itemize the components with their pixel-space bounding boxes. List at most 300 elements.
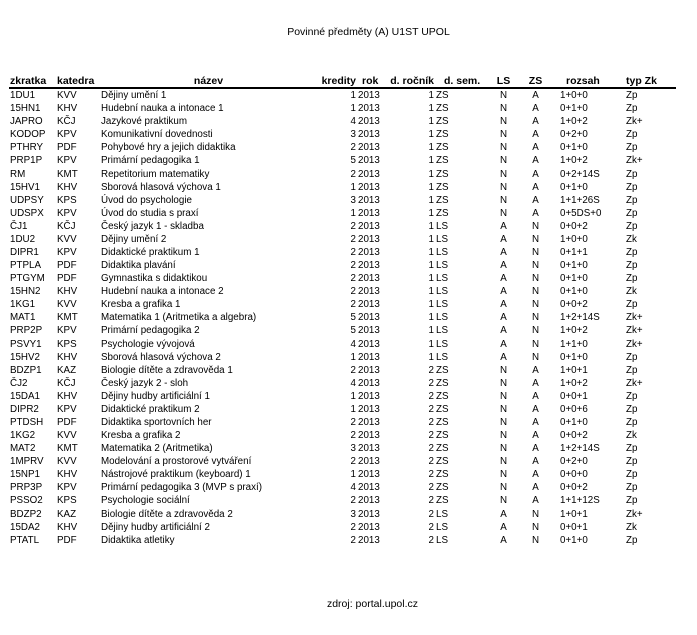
- cell-rok: 2013: [358, 142, 380, 154]
- source-note: zdroj: portal.upol.cz: [326, 598, 419, 610]
- cell-nazev: Komunikativní dovednosti: [101, 129, 213, 141]
- cell-rozsah: 1+0+1: [560, 364, 588, 376]
- table-row: [9, 115, 676, 128]
- cell-rok: 2013: [358, 521, 380, 533]
- cell-kredity: 2: [350, 286, 356, 298]
- cell-rozsah: 0+1+0: [560, 181, 588, 193]
- cell-rok: 2013: [358, 299, 380, 311]
- cell-rok: 2013: [358, 443, 380, 455]
- cell-d-rocnik: 1: [428, 168, 434, 180]
- cell-typ-zk: Zp: [626, 456, 638, 468]
- cell-zs: A: [532, 482, 539, 494]
- cell-d-rocnik: 2: [428, 377, 434, 389]
- cell-ls: N: [499, 116, 508, 128]
- cell-ls: N: [499, 482, 508, 494]
- cell-rok: 2013: [358, 103, 380, 115]
- cell-ls: A: [500, 508, 507, 520]
- cell-zs: A: [532, 377, 539, 389]
- cell-rozsah: 0+1+1: [560, 246, 588, 258]
- cell-d-rocnik: 1: [428, 286, 434, 298]
- cell-zs: N: [531, 273, 540, 285]
- cell-kredity: 2: [350, 246, 356, 258]
- cell-zs: A: [532, 456, 539, 468]
- cell-zs: N: [531, 246, 540, 258]
- cell-d-sem: LS: [436, 260, 448, 272]
- cell-zkratka: 15HN1: [10, 103, 41, 115]
- cell-typ-zk: Zk+: [626, 312, 643, 324]
- table-header-row: [9, 69, 676, 88]
- table-row: [9, 351, 676, 364]
- cell-zs: N: [531, 534, 540, 546]
- cell-d-sem: LS: [436, 521, 448, 533]
- cell-rozsah: 1+0+0: [560, 90, 588, 102]
- cell-rozsah: 0+1+0: [560, 286, 588, 298]
- cell-rok: 2013: [358, 90, 380, 102]
- header-rok: rok: [356, 69, 386, 88]
- cell-katedra: KPV: [57, 482, 77, 494]
- cell-rozsah: 0+0+6: [560, 403, 588, 415]
- cell-katedra: KČJ: [57, 220, 76, 232]
- cell-d-rocnik: 1: [428, 103, 434, 115]
- cell-kredity: 5: [350, 155, 356, 167]
- cell-nazev: Primární pedagogika 1: [101, 155, 200, 167]
- cell-zs: N: [531, 351, 540, 363]
- cell-zkratka: PRP3P: [10, 482, 43, 494]
- cell-rok: 2013: [358, 534, 380, 546]
- cell-zkratka: MAT2: [10, 443, 36, 455]
- cell-d-rocnik: 1: [428, 90, 434, 102]
- header-zs: ZS: [519, 69, 552, 88]
- cell-nazev: Gymnastika s didaktikou: [101, 273, 208, 285]
- cell-zkratka: UDSPX: [10, 207, 44, 219]
- cell-d-rocnik: 1: [428, 273, 434, 285]
- cell-kredity: 2: [350, 495, 356, 507]
- cell-ls: N: [499, 90, 508, 102]
- cell-ls: N: [499, 469, 508, 481]
- table-row: [9, 416, 676, 429]
- cell-d-sem: ZS: [436, 364, 449, 376]
- cell-zs: A: [532, 155, 539, 167]
- header-nazev: název: [101, 69, 316, 88]
- cell-ls: A: [500, 534, 507, 546]
- cell-zkratka: 1DU1: [10, 90, 36, 102]
- cell-zs: N: [531, 508, 540, 520]
- cell-nazev: Repetitorium matematiky: [101, 168, 210, 180]
- cell-rok: 2013: [358, 325, 380, 337]
- cell-d-sem: LS: [436, 338, 448, 350]
- table-row: [9, 141, 676, 154]
- cell-zkratka: 1KG2: [10, 430, 36, 442]
- cell-d-rocnik: 1: [428, 246, 434, 258]
- cell-d-rocnik: 1: [428, 351, 434, 363]
- cell-ls: N: [499, 403, 508, 415]
- cell-rozsah: 0+1+0: [560, 260, 588, 272]
- cell-rozsah: 1+2+14S: [560, 312, 600, 324]
- cell-zkratka: JAPRO: [10, 116, 43, 128]
- cell-rok: 2013: [358, 430, 380, 442]
- table-row: [9, 494, 676, 507]
- cell-rok: 2013: [358, 246, 380, 258]
- cell-typ-zk: Zp: [626, 260, 638, 272]
- cell-d-sem: ZS: [436, 416, 449, 428]
- cell-kredity: 2: [350, 299, 356, 311]
- cell-nazev: Jazykové praktikum: [101, 116, 188, 128]
- cell-zs: A: [532, 416, 539, 428]
- cell-zkratka: DIPR1: [10, 246, 39, 258]
- cell-d-rocnik: 2: [428, 456, 434, 468]
- cell-d-sem: ZS: [436, 377, 449, 389]
- cell-rok: 2013: [358, 482, 380, 494]
- cell-d-sem: LS: [436, 220, 448, 232]
- cell-ls: A: [500, 312, 507, 324]
- cell-zkratka: 15NP1: [10, 469, 40, 481]
- cell-kredity: 5: [350, 312, 356, 324]
- table-row: [9, 181, 676, 194]
- cell-rok: 2013: [358, 469, 380, 481]
- cell-katedra: KVV: [57, 90, 77, 102]
- cell-typ-zk: Zk: [626, 286, 637, 298]
- cell-nazev: Český jazyk 1 - skladba: [101, 220, 204, 232]
- cell-typ-zk: Zp: [626, 403, 638, 415]
- cell-katedra: KVV: [57, 430, 77, 442]
- cell-nazev: Sborová hlasová výchova 1: [101, 181, 221, 193]
- cell-kredity: 3: [350, 129, 356, 141]
- cell-zkratka: ČJ2: [10, 377, 28, 389]
- cell-d-sem: ZS: [436, 90, 449, 102]
- cell-rozsah: 0+0+0: [560, 469, 588, 481]
- cell-d-rocnik: 2: [428, 469, 434, 481]
- cell-d-rocnik: 1: [428, 181, 434, 193]
- table-row: [9, 324, 676, 337]
- cell-kredity: 2: [350, 168, 356, 180]
- cell-zs: A: [532, 364, 539, 376]
- cell-d-sem: LS: [436, 246, 448, 258]
- cell-kredity: 5: [350, 325, 356, 337]
- cell-rozsah: 1+0+2: [560, 155, 588, 167]
- cell-katedra: KPV: [57, 403, 77, 415]
- cell-d-rocnik: 2: [428, 403, 434, 415]
- cell-kredity: 1: [350, 103, 356, 115]
- cell-zs: A: [532, 207, 539, 219]
- cell-d-sem: ZS: [436, 103, 449, 115]
- cell-zs: A: [532, 168, 539, 180]
- cell-nazev: Primární pedagogika 2: [101, 325, 200, 337]
- cell-d-rocnik: 2: [428, 430, 434, 442]
- cell-d-rocnik: 1: [428, 338, 434, 350]
- cell-nazev: Didaktika atletiky: [101, 534, 175, 546]
- cell-katedra: KMT: [57, 168, 78, 180]
- cell-d-sem: ZS: [436, 116, 449, 128]
- cell-zkratka: PRP2P: [10, 325, 43, 337]
- cell-katedra: PDF: [57, 142, 77, 154]
- cell-zs: N: [531, 312, 540, 324]
- cell-rozsah: 0+0+2: [560, 430, 588, 442]
- cell-kredity: 2: [350, 430, 356, 442]
- cell-d-rocnik: 2: [428, 534, 434, 546]
- cell-d-rocnik: 1: [428, 129, 434, 141]
- cell-d-rocnik: 1: [428, 325, 434, 337]
- cell-typ-zk: Zp: [626, 390, 638, 402]
- cell-ls: N: [499, 416, 508, 428]
- cell-typ-zk: Zk+: [626, 508, 643, 520]
- cell-ls: N: [499, 390, 508, 402]
- table-row: [9, 377, 676, 390]
- cell-d-rocnik: 2: [428, 482, 434, 494]
- cell-d-rocnik: 2: [428, 521, 434, 533]
- cell-d-rocnik: 2: [428, 416, 434, 428]
- cell-katedra: KPS: [57, 495, 77, 507]
- cell-nazev: Kresba a grafika 2: [101, 430, 181, 442]
- cell-ls: A: [500, 286, 507, 298]
- cell-d-sem: ZS: [436, 403, 449, 415]
- cell-rok: 2013: [358, 207, 380, 219]
- cell-rok: 2013: [358, 312, 380, 324]
- header-rozsah: rozsah: [552, 69, 622, 88]
- cell-nazev: Modelování a prostorové vytváření: [101, 456, 252, 468]
- header-katedra: katedra: [57, 69, 101, 88]
- cell-katedra: KAZ: [57, 364, 77, 376]
- table-row: [9, 390, 676, 403]
- cell-zkratka: PTDSH: [10, 416, 44, 428]
- cell-typ-zk: Zp: [626, 299, 638, 311]
- cell-kredity: 2: [350, 260, 356, 272]
- cell-nazev: Pohybové hry a jejich didaktika: [101, 142, 236, 154]
- cell-ls: A: [500, 299, 507, 311]
- cell-katedra: KHV: [57, 351, 78, 363]
- cell-d-rocnik: 1: [428, 207, 434, 219]
- cell-ls: N: [499, 443, 508, 455]
- cell-zkratka: PSSO2: [10, 495, 43, 507]
- table-row: [9, 285, 676, 298]
- cell-ls: A: [500, 338, 507, 350]
- cell-typ-zk: Zp: [626, 534, 638, 546]
- cell-d-rocnik: 2: [428, 495, 434, 507]
- cell-rozsah: 0+5DS+0: [560, 207, 602, 219]
- cell-nazev: Dějiny hudby artificiální 2: [101, 521, 210, 533]
- cell-ls: N: [499, 181, 508, 193]
- cell-ls: A: [500, 351, 507, 363]
- cell-nazev: Biologie dítěte a zdravověda 2: [101, 508, 233, 520]
- cell-rozsah: 0+0+2: [560, 220, 588, 232]
- cell-rok: 2013: [358, 495, 380, 507]
- cell-nazev: Dějiny umění 1: [101, 90, 167, 102]
- cell-rok: 2013: [358, 233, 380, 245]
- cell-kredity: 2: [350, 273, 356, 285]
- cell-rozsah: 0+1+0: [560, 534, 588, 546]
- cell-d-rocnik: 2: [428, 508, 434, 520]
- cell-zkratka: 1KG1: [10, 299, 36, 311]
- table-row: [9, 534, 676, 547]
- cell-rozsah: 0+1+0: [560, 273, 588, 285]
- cell-typ-zk: Zp: [626, 181, 638, 193]
- cell-typ-zk: Zk: [626, 521, 637, 533]
- cell-typ-zk: Zp: [626, 90, 638, 102]
- courses-table-container: [9, 69, 676, 547]
- cell-rozsah: 1+1+12S: [560, 495, 600, 507]
- cell-zs: A: [532, 430, 539, 442]
- cell-d-sem: LS: [436, 325, 448, 337]
- table-body: [9, 88, 676, 547]
- cell-katedra: KHV: [57, 181, 78, 193]
- cell-zkratka: PTPLA: [10, 260, 42, 272]
- header-d-sem: d. sem.: [436, 69, 488, 88]
- cell-d-sem: ZS: [436, 129, 449, 141]
- cell-d-rocnik: 2: [428, 443, 434, 455]
- header-kredity: kredity: [316, 69, 356, 88]
- cell-typ-zk: Zk: [626, 233, 637, 245]
- cell-kredity: 4: [350, 482, 356, 494]
- cell-d-rocnik: 1: [428, 155, 434, 167]
- cell-d-sem: LS: [436, 534, 448, 546]
- cell-rozsah: 1+0+0: [560, 233, 588, 245]
- cell-zkratka: PRP1P: [10, 155, 43, 167]
- cell-zs: A: [532, 403, 539, 415]
- cell-katedra: KČJ: [57, 116, 76, 128]
- cell-zs: A: [532, 116, 539, 128]
- cell-d-sem: ZS: [436, 168, 449, 180]
- cell-d-sem: ZS: [436, 155, 449, 167]
- cell-ls: N: [499, 456, 508, 468]
- cell-katedra: KPV: [57, 207, 77, 219]
- cell-typ-zk: Zk: [626, 430, 637, 442]
- cell-d-rocnik: 1: [428, 299, 434, 311]
- cell-typ-zk: Zp: [626, 364, 638, 376]
- cell-rozsah: 0+1+0: [560, 142, 588, 154]
- cell-typ-zk: Zp: [626, 416, 638, 428]
- cell-ls: A: [500, 260, 507, 272]
- table-row: [9, 167, 676, 180]
- cell-d-rocnik: 1: [428, 194, 434, 206]
- cell-zs: N: [531, 325, 540, 337]
- table-row: [9, 220, 676, 233]
- cell-nazev: Úvod do psychologie: [101, 194, 192, 206]
- cell-ls: N: [499, 430, 508, 442]
- cell-zkratka: ČJ1: [10, 220, 28, 232]
- cell-kredity: 3: [350, 508, 356, 520]
- cell-katedra: KPV: [57, 325, 77, 337]
- table-row: [9, 311, 676, 324]
- cell-zs: N: [531, 260, 540, 272]
- cell-katedra: KVV: [57, 299, 77, 311]
- header-d-rocnik: d. ročník: [386, 69, 436, 88]
- cell-zkratka: UDPSY: [10, 194, 44, 206]
- cell-zs: A: [532, 103, 539, 115]
- cell-rok: 2013: [358, 403, 380, 415]
- cell-zkratka: PTHRY: [10, 142, 44, 154]
- cell-rozsah: 1+0+2: [560, 116, 588, 128]
- cell-katedra: KMT: [57, 443, 78, 455]
- table-row: [9, 259, 676, 272]
- cell-d-sem: LS: [436, 273, 448, 285]
- cell-rozsah: 0+1+0: [560, 351, 588, 363]
- cell-d-sem: ZS: [436, 495, 449, 507]
- cell-rok: 2013: [358, 390, 380, 402]
- cell-rok: 2013: [358, 351, 380, 363]
- cell-zkratka: KODOP: [10, 129, 46, 141]
- cell-zkratka: PSVY1: [10, 338, 42, 350]
- table-row: [9, 154, 676, 167]
- cell-zs: A: [532, 194, 539, 206]
- cell-zkratka: PTGYM: [10, 273, 45, 285]
- cell-katedra: KVV: [57, 456, 77, 468]
- cell-typ-zk: Zp: [626, 103, 638, 115]
- cell-d-sem: ZS: [436, 443, 449, 455]
- cell-typ-zk: Zk+: [626, 116, 643, 128]
- cell-katedra: KMT: [57, 312, 78, 324]
- table-row: [9, 521, 676, 534]
- cell-zs: N: [531, 338, 540, 350]
- cell-d-sem: LS: [436, 351, 448, 363]
- cell-rok: 2013: [358, 168, 380, 180]
- cell-zkratka: 15DA2: [10, 521, 40, 533]
- table-row: [9, 442, 676, 455]
- cell-rozsah: 0+2+0: [560, 129, 588, 141]
- cell-typ-zk: Zk+: [626, 325, 643, 337]
- cell-d-sem: ZS: [436, 430, 449, 442]
- cell-kredity: 1: [350, 207, 356, 219]
- cell-zkratka: 1MPRV: [10, 456, 44, 468]
- cell-katedra: KPV: [57, 246, 77, 258]
- cell-typ-zk: Zp: [626, 168, 638, 180]
- cell-kredity: 2: [350, 233, 356, 245]
- cell-katedra: KVV: [57, 233, 77, 245]
- cell-d-rocnik: 1: [428, 233, 434, 245]
- cell-ls: A: [500, 233, 507, 245]
- table-row: [9, 272, 676, 285]
- table-row: [9, 233, 676, 246]
- cell-nazev: Nástrojové praktikum (keyboard) 1: [101, 469, 251, 481]
- cell-zs: N: [531, 521, 540, 533]
- cell-zkratka: BDZP1: [10, 364, 42, 376]
- cell-katedra: KHV: [57, 469, 78, 481]
- cell-typ-zk: Zp: [626, 469, 638, 481]
- cell-nazev: Psychologie vývojová: [101, 338, 195, 350]
- cell-d-sem: ZS: [436, 469, 449, 481]
- cell-zs: A: [532, 181, 539, 193]
- cell-d-sem: ZS: [436, 482, 449, 494]
- cell-katedra: PDF: [57, 273, 77, 285]
- cell-zs: N: [531, 220, 540, 232]
- cell-katedra: KPS: [57, 194, 77, 206]
- table-row: [9, 468, 676, 481]
- cell-katedra: KPS: [57, 338, 77, 350]
- cell-rozsah: 0+0+2: [560, 482, 588, 494]
- cell-rok: 2013: [358, 129, 380, 141]
- cell-kredity: 1: [350, 181, 356, 193]
- cell-rozsah: 1+0+2: [560, 377, 588, 389]
- header-zkratka: zkratka: [9, 69, 57, 88]
- cell-katedra: KAZ: [57, 508, 77, 520]
- cell-ls: N: [499, 142, 508, 154]
- table-row: [9, 455, 676, 468]
- table-row: [9, 207, 676, 220]
- cell-kredity: 2: [350, 142, 356, 154]
- cell-nazev: Primární pedagogika 3 (MVP s praxí): [101, 482, 262, 494]
- cell-rozsah: 0+1+0: [560, 416, 588, 428]
- cell-d-sem: LS: [436, 286, 448, 298]
- cell-typ-zk: Zp: [626, 443, 638, 455]
- cell-zkratka: 1DU2: [10, 233, 36, 245]
- cell-rok: 2013: [358, 155, 380, 167]
- cell-kredity: 1: [350, 403, 356, 415]
- cell-typ-zk: Zk+: [626, 338, 643, 350]
- cell-kredity: 2: [350, 456, 356, 468]
- cell-zkratka: BDZP2: [10, 508, 42, 520]
- cell-d-sem: ZS: [436, 181, 449, 193]
- cell-nazev: Psychologie sociální: [101, 495, 190, 507]
- cell-typ-zk: Zp: [626, 273, 638, 285]
- cell-nazev: Didaktika sportovních her: [101, 416, 212, 428]
